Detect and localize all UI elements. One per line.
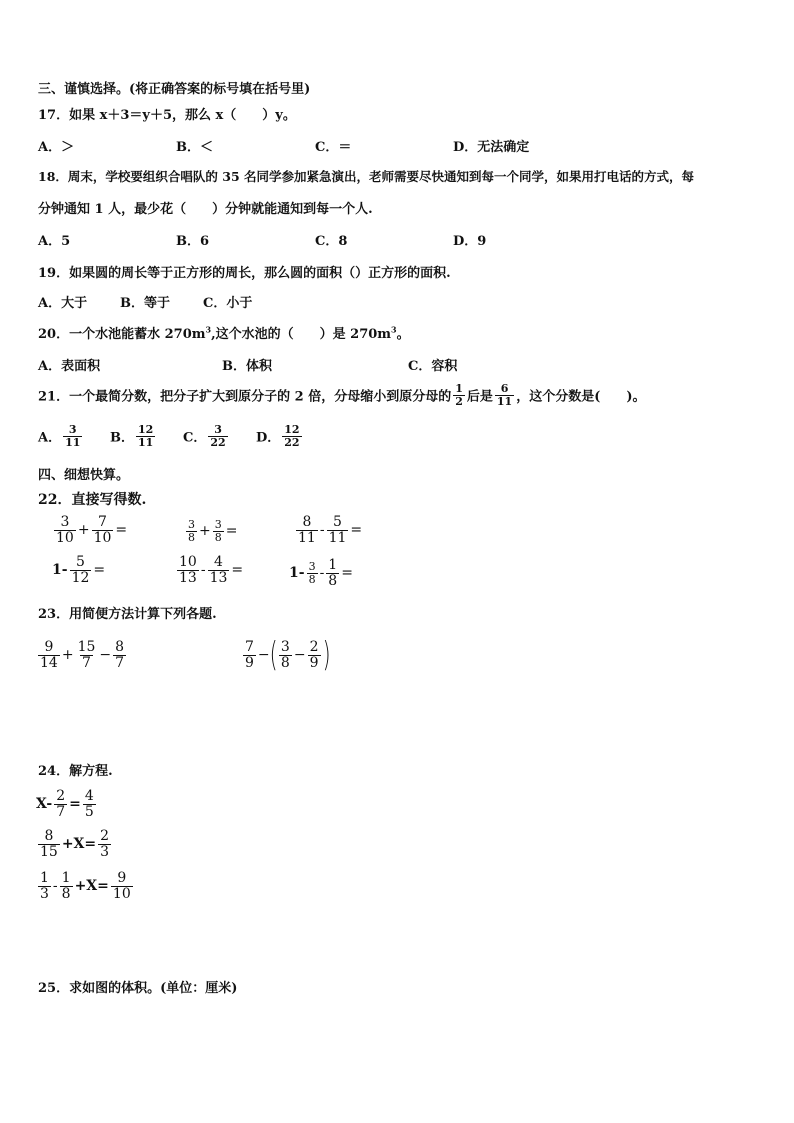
q21-result-numerator: 6 [500,382,509,395]
denominator: 13 [179,569,197,586]
q21-option-a [38,424,84,448]
q21-option-b-label: B． [110,430,134,446]
numerator: 1 [40,870,49,886]
numerator: 4 [214,554,223,570]
q17-option-c: C．＝ [315,140,352,155]
q21-stem [38,383,646,407]
denominator: 7 [115,654,125,671]
equals-sign: = [69,796,81,813]
q20-sup-1: 3 [205,324,212,335]
operator: − [293,647,306,663]
fraction [54,515,76,545]
fraction [208,555,230,585]
q21-option-b-numerator: 12 [138,423,154,436]
operator: - [319,565,325,582]
numerator: 2 [56,788,66,804]
numerator: 1 [328,557,338,573]
denominator: 12 [71,569,90,586]
q22-expr-6 [289,558,353,588]
numerator: 15 [77,639,96,655]
q21-stem-part-c: ，这个分数是( )。 [516,389,646,405]
denominator: 9 [309,654,319,671]
numerator: 8 [115,639,125,655]
equals-sign: = [231,562,244,579]
q21-result-denominator: 11 [496,394,513,408]
q21-half-denominator: 2 [455,394,463,408]
q18-option-a: A．5 [38,234,71,249]
denominator: 8 [328,572,338,589]
plus-x: +X [74,878,98,895]
operator: + [77,522,90,539]
q22-expr-5 [175,555,243,585]
denominator: 3 [40,885,49,902]
fraction [60,871,73,901]
equals-sign: = [225,523,238,540]
q19-option-c: C．小于 [203,296,253,311]
q21-half-fraction [453,383,465,407]
denominator: 8 [61,885,71,902]
denominator: 3 [100,843,110,860]
fraction [279,640,292,670]
q22-expr-3 [294,515,362,545]
numerator: 2 [309,638,319,655]
q21-option-b-fraction [136,424,155,448]
fraction [308,640,321,670]
numerator: 5 [76,554,85,570]
section-4-title: 四、细想快算。 [38,468,130,483]
fraction [98,829,111,859]
denominator: 11 [298,529,316,546]
fraction [76,640,98,670]
denominator: 5 [84,803,94,820]
q21-stem-part-a: 21．一个最简分数，把分子扩大到原分子的 2 倍，分母缩小到原分母的 [38,389,452,405]
left-paren: ( [269,635,278,675]
operator: − [257,647,270,663]
q22-title: 22．直接写得数. [38,492,147,508]
q19-stem: 19．如果圆的周长等于正方形的周长，那么圆的面积（）正方形的面积. [38,266,451,281]
q23-expr-1 [36,640,128,670]
denominator: 10 [112,885,131,902]
q21-option-a-fraction [63,424,82,448]
q21-option-c-numerator: 3 [214,423,222,436]
plus-x: +X [61,836,85,853]
fraction [243,640,256,670]
equals-sign: = [84,836,97,853]
q24-title: 24．解方程. [38,764,113,779]
q21-option-c [183,424,230,448]
denominator: 8 [214,530,222,544]
fraction [38,871,51,901]
q17-option-d: D．无法确定 [453,140,530,155]
denominator: 7 [82,654,91,671]
fraction [54,789,67,819]
operator: − [99,647,112,664]
q19-option-b: B．等于 [120,296,170,311]
q20-stem-part-b: ,这个水池的（ ）是 270m [211,327,392,342]
fraction [38,829,60,859]
q21-option-d-label: D． [256,430,281,446]
q18-stem-line2: 分钟通知 1 人，最少花（ ）分钟就能通知到每一个人. [38,202,373,217]
denominator: 7 [56,803,66,820]
prefix: 1- [289,565,305,582]
denominator: 11 [328,529,347,546]
numerator: 3 [60,514,70,530]
denominator: 8 [188,530,195,544]
q20-stem-part-c: 。 [396,327,410,342]
fraction [83,789,96,819]
fraction [326,558,339,588]
q24-equation-2 [36,829,113,859]
q20-sup-2: 3 [391,324,397,335]
q23-expr-2 [241,635,331,675]
numerator: 7 [98,514,107,530]
denominator: 10 [56,529,74,546]
fraction [70,555,92,585]
q18-option-b: B．6 [176,234,210,249]
q21-option-b [110,424,157,448]
equals-sign: = [97,878,109,895]
equals-sign: = [341,565,353,582]
right-paren: ) [322,635,331,675]
numerator: 5 [333,514,342,530]
denominator: 8 [308,572,316,586]
section-3-title: 三、谨慎选择。(将正确答案的标号填在括号里) [38,82,311,97]
denominator: 9 [245,654,254,671]
operator: + [199,523,211,540]
q19-option-a: A．大于 [38,296,88,311]
q20-stem [38,323,410,342]
numerator: 10 [179,554,197,570]
fraction [111,871,133,901]
prefix: 1- [52,562,68,579]
q17-stem: 17．如果 x＋3＝y＋5，那么 x（ ）y。 [38,108,296,123]
q21-option-d [256,424,304,448]
fraction [177,555,199,585]
numerator: 9 [117,870,127,886]
q21-option-b-denominator: 11 [138,435,154,449]
q18-option-d: D．9 [453,234,487,249]
denominator: 13 [209,569,228,586]
q21-option-d-denominator: 22 [284,435,300,449]
q21-option-d-numerator: 12 [284,423,300,436]
operator: - [200,562,206,579]
prefix: X- [36,796,53,813]
numerator: 2 [100,828,110,844]
q24-equation-1 [36,789,98,819]
q20-option-c: C．容积 [408,359,458,374]
fraction [92,515,114,545]
q18-stem-line1: 18．周末，学校要组织合唱队的 35 名同学参加紧急演出，老师需要尽快通知到每一个同学，如果用打电话的方式，每 [38,169,694,184]
fraction [113,640,126,670]
q17-option-b: B．＜ [176,140,213,155]
operator: - [52,878,58,895]
q21-stem-part-b: 后是 [466,389,493,405]
q21-result-fraction [495,383,514,407]
numerator: 3 [308,560,316,574]
equals-sign: = [115,522,128,539]
numerator: 4 [84,788,94,804]
q22-expr-2 [184,519,237,543]
fraction [296,515,318,545]
operator: - [319,522,325,539]
numerator: 3 [280,638,290,655]
numerator: 8 [302,514,312,530]
fraction [213,519,224,543]
q18-option-c: C．8 [315,234,348,249]
q21-option-a-denominator: 11 [65,435,81,449]
denominator: 15 [40,843,58,860]
operator: + [61,647,74,664]
numerator: 9 [44,639,54,655]
q21-option-c-denominator: 22 [210,435,226,449]
q21-option-d-fraction [282,424,301,448]
numerator: 3 [188,518,195,531]
denominator: 8 [280,654,290,671]
q25-title: 25．求如图的体积。(单位：厘米) [38,981,238,996]
fraction [327,515,349,545]
q21-option-c-fraction [208,424,227,448]
numerator: 3 [214,518,222,531]
fraction [307,561,318,585]
q21-option-c-label: C． [183,430,207,446]
fraction [38,640,60,670]
denominator: 14 [40,654,58,671]
numerator: 8 [44,828,54,844]
q20-option-b: B．体积 [222,359,272,374]
q21-option-a-label: A． [38,430,62,446]
denominator: 10 [93,529,112,546]
q20-stem-part-a: 20．一个水池能蓄水 270m [38,327,206,342]
q23-title: 23．用简便方法计算下列各题. [38,607,217,622]
q21-option-a-numerator: 3 [68,423,77,436]
q24-equation-3 [36,871,135,901]
equals-sign: = [93,562,106,579]
fraction [186,519,197,543]
q21-half-numerator: 1 [455,382,463,395]
q17-option-a: A．＞ [38,140,75,155]
numerator: 1 [61,870,71,886]
q20-option-a: A．表面积 [38,359,101,374]
q22-expr-1 [52,515,127,545]
numerator: 7 [245,638,254,655]
q22-expr-4 [52,555,105,585]
equals-sign: = [350,522,363,539]
